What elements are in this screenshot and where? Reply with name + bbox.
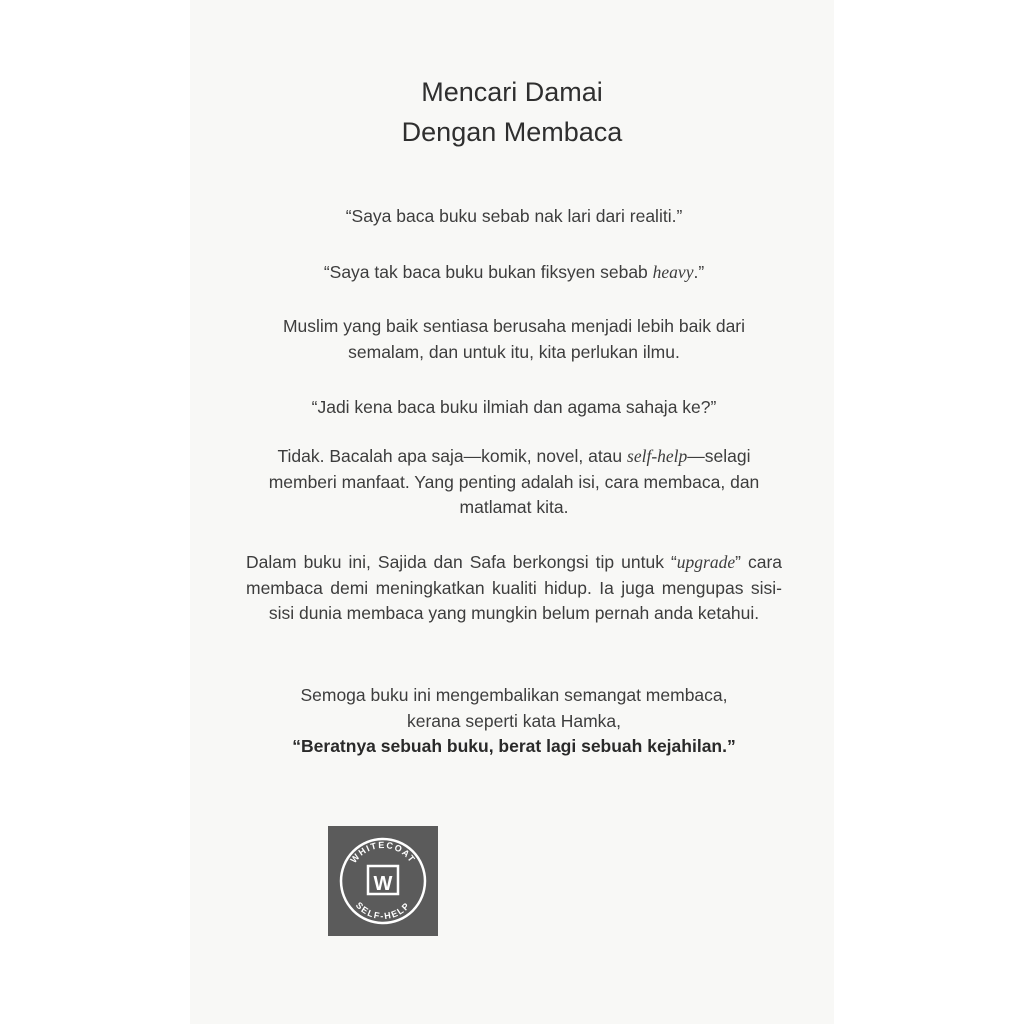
paragraph-6-italic: upgrade <box>676 552 736 572</box>
paragraph-2 <box>246 260 782 286</box>
title-line-2: Dengan Membaca <box>401 117 623 147</box>
paragraph-1: “Saya baca buku sebab nak lari dari realiti.” <box>345 206 683 226</box>
paragraph-2-text: “Saya tak baca buku bukan fiksyen sebab <box>323 262 653 282</box>
paragraph-3: Muslim yang baik sentiasa berusaha menjadi lebih baik dari semalam, dan untuk itu, kita perlukan ilmu. <box>282 316 746 362</box>
paragraph-5 <box>246 444 782 521</box>
paragraph-7 <box>246 683 782 760</box>
svg-text:WHITECOAT <box>348 840 417 865</box>
paragraph-6-end: ” cara membaca demi meningkatkan kualiti hidup. Ia juga mengupas sisi-sisi dunia membaca yang mungkin belum pernah anda ketahui. <box>246 552 783 623</box>
logo-top-text: WHITECOAT <box>348 839 418 865</box>
hamka-quote: “Beratnya sebuah buku, berat lagi sebuah kejahilan.” <box>292 736 736 756</box>
paragraph-7-line-1: Semoga buku ini mengembalikan semangat membaca, <box>300 685 728 705</box>
paragraph-5-italic: self-help <box>627 446 688 466</box>
title-line-1: Mencari Damai <box>421 77 603 107</box>
page-title <box>190 72 834 152</box>
paragraph-5-end: —selagi memberi manfaat. Yang penting adalah isi, cara membaca, dan matlamat kita. <box>268 446 760 517</box>
logo-mark: W <box>373 873 393 895</box>
logo-bottom-text: SELF-HELP <box>353 900 413 922</box>
paragraph-2-end: .” <box>693 262 705 282</box>
paragraph-6-text: Dalam buku ini, Sajida dan Safa berkongsi tip untuk “ <box>246 552 677 572</box>
paragraph-7-line-2: kerana seperti kata Hamka, <box>407 710 621 731</box>
whitecoat-self-help-logo <box>328 826 438 936</box>
logo-emblem-icon <box>328 826 438 936</box>
paragraph-2-italic: heavy <box>652 262 694 282</box>
paragraph-6 <box>246 550 782 627</box>
paragraph-4: “Jadi kena baca buku ilmiah dan agama sahaja ke?” <box>311 397 717 417</box>
paragraph-5-text: Tidak. Bacalah apa saja—komik, novel, atau <box>277 446 628 466</box>
background-left <box>0 0 190 1024</box>
